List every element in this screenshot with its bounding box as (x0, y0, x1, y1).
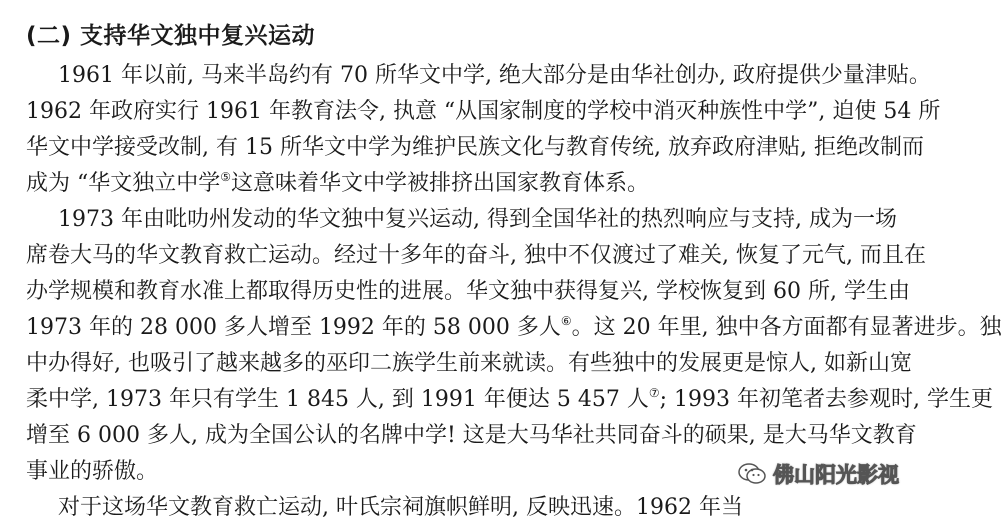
wechat-icon (737, 461, 767, 487)
paragraph-2-line-6 (26, 382, 993, 418)
watermark (733, 454, 903, 494)
paragraph-2-line-1: 1973 年由吡叻州发动的华文独中复兴运动, 得到全国华社的热烈响应与支持, 成为一场 (58, 207, 897, 232)
paragraph-1-line-2: 1962 年政府实行 1961 年教育法令, 执意 “从国家制度的学校中消灭种族性中学”, 迫使 54 所 (26, 99, 941, 124)
footnote-7: ⑦ (648, 386, 660, 400)
footnote-6: ⑥ (560, 314, 572, 328)
watermark-text: 佛山阳光影视 (773, 463, 899, 487)
text-span: 。这 20 年里, 独中各方面都有显著进步。独 (571, 315, 1002, 340)
text-span: 成为 “华文独立中学 (26, 171, 221, 196)
paragraph-1-line-4 (26, 166, 649, 202)
text-span: 柔中学, 1973 年只有学生 1 845 人, 到 1991 年便达 5 457 人 (26, 387, 649, 412)
section-heading: (二) 支持华文独中复兴运动 (26, 23, 316, 49)
paragraph-2-line-8: 事业的骄傲。 (26, 459, 159, 484)
paragraph-2-line-5: 中办得好, 也吸引了越来越多的巫印二族学生前来就读。有些独中的发展更是惊人, 如新山宽 (26, 351, 912, 376)
text-span: ; 1993 年初笔者去参观时, 学生更 (659, 387, 994, 412)
paragraph-2-line-2: 席卷大马的华文教育救亡运动。经过十多年的奋斗, 独中不仅渡过了难关, 恢复了元气, 而且在 (26, 243, 926, 268)
paragraph-2-line-4 (26, 310, 1002, 346)
paragraph-1-line-1: 1961 年以前, 马来半岛约有 70 所华文中学, 绝大部分是由华社创办, 政府提供少量津贴。 (58, 63, 931, 88)
text-span: 1973 年的 28 000 多人增至 1992 年的 58 000 多人 (26, 315, 561, 340)
paragraph-3-line-1: 对于这场华文教育救亡运动, 叶氏宗祠旗帜鲜明, 反映迅速。1962 年当 (58, 495, 743, 520)
paragraph-1-line-3: 华文中学接受改制, 有 15 所华文中学为维护民族文化与教育传统, 放弃政府津贴, 拒绝改制而 (26, 135, 924, 160)
footnote-5: ⑤ (220, 170, 232, 184)
paragraph-2-line-7: 增至 6 000 多人, 成为全国公认的名牌中学! 这是大马华社共同奋斗的硕果, 是大马华文教育 (26, 423, 917, 448)
text-span: 这意味着华文中学被排挤出国家教育体系。 (231, 171, 650, 196)
paragraph-2-line-3: 办学规模和教育水准上都取得历史性的进展。华文独中获得复兴, 学校恢复到 60 所, 学生由 (26, 279, 910, 304)
